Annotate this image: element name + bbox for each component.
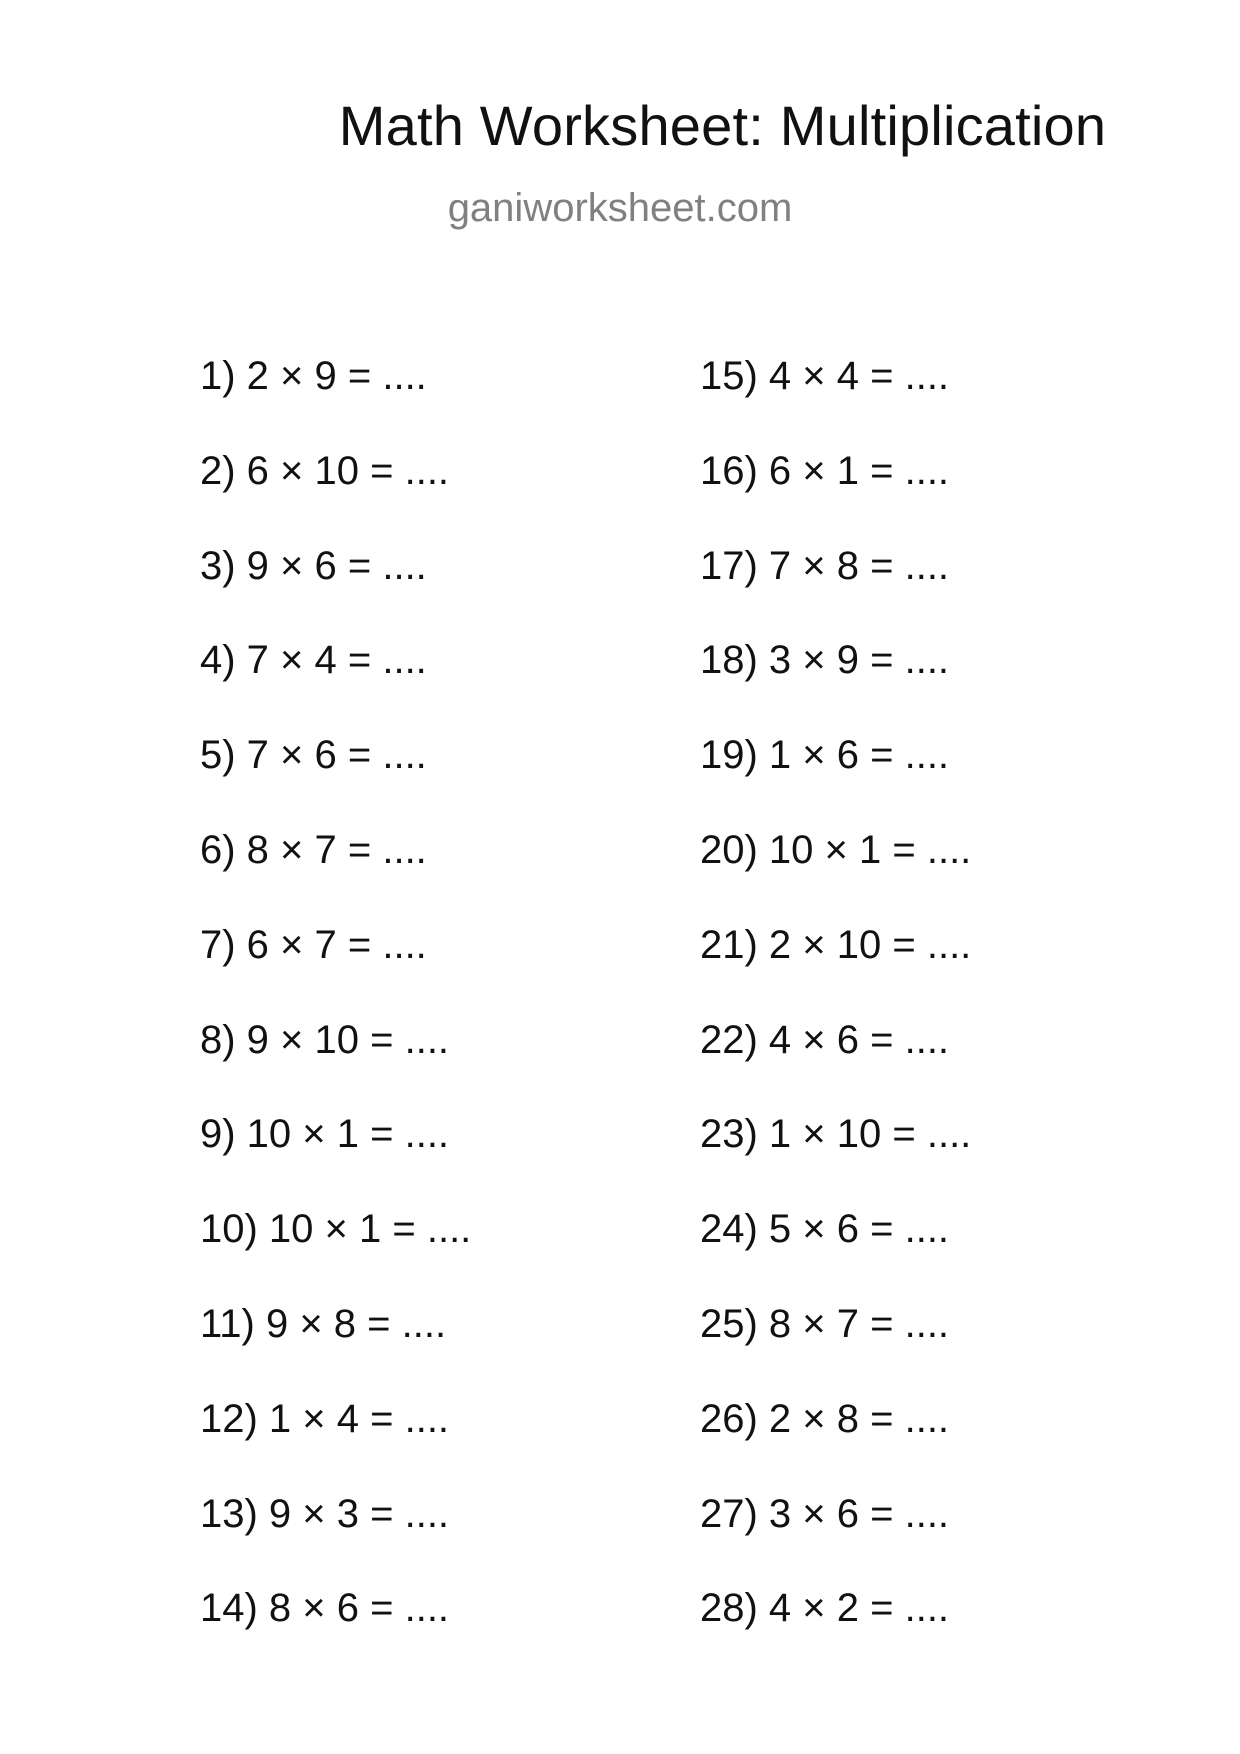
problem-5: 5) 7 × 6 = .... [200, 733, 427, 778]
site-url: ganiworksheet.com [447, 186, 793, 230]
problem-10: 10) 10 × 1 = .... [200, 1207, 472, 1252]
problem-2: 2) 6 × 10 = .... [200, 448, 450, 493]
problem-25: 25) 8 × 7 = .... [700, 1301, 950, 1346]
problem-26: 26) 2 × 8 = .... [700, 1396, 950, 1441]
problem-9: 9) 10 × 1 = .... [200, 1112, 450, 1157]
problem-12: 12) 1 × 4 = .... [200, 1396, 450, 1441]
problem-14: 14) 8 × 6 = .... [200, 1586, 450, 1631]
problem-15: 15) 4 × 4 = .... [700, 354, 950, 398]
problem-17: 17) 7 × 8 = .... [700, 543, 950, 588]
problem-21: 21) 2 × 10 = .... [700, 922, 972, 967]
problem-20: 20) 10 × 1 = .... [700, 827, 972, 872]
problem-24: 24) 5 × 6 = .... [700, 1207, 950, 1252]
problem-7: 7) 6 × 7 = .... [200, 922, 427, 967]
problem-19: 19) 1 × 6 = .... [700, 733, 950, 778]
problem-8: 8) 9 × 10 = .... [200, 1017, 450, 1062]
problem-28: 28) 4 × 2 = .... [700, 1586, 950, 1631]
problem-16: 16) 6 × 1 = .... [700, 448, 950, 493]
problem-11: 11) 9 × 8 = .... [200, 1301, 447, 1346]
problem-22: 22) 4 × 6 = .... [700, 1017, 950, 1062]
problem-23: 23) 1 × 10 = .... [700, 1112, 972, 1157]
left-problem-column [200, 356, 471, 1683]
problem-4: 4) 7 × 4 = .... [200, 638, 427, 683]
problem-3: 3) 9 × 6 = .... [200, 543, 427, 588]
worksheet-title: Math Worksheet: Multiplication [338, 94, 1107, 157]
problem-18: 18) 3 × 9 = .... [700, 638, 950, 683]
problem-27: 27) 3 × 6 = .... [700, 1491, 950, 1536]
problem-6: 6) 8 × 7 = .... [200, 827, 427, 872]
problem-13: 13) 9 × 3 = .... [200, 1491, 450, 1536]
right-problem-column [700, 356, 971, 1683]
problem-1: 1) 2 × 9 = .... [200, 354, 427, 398]
